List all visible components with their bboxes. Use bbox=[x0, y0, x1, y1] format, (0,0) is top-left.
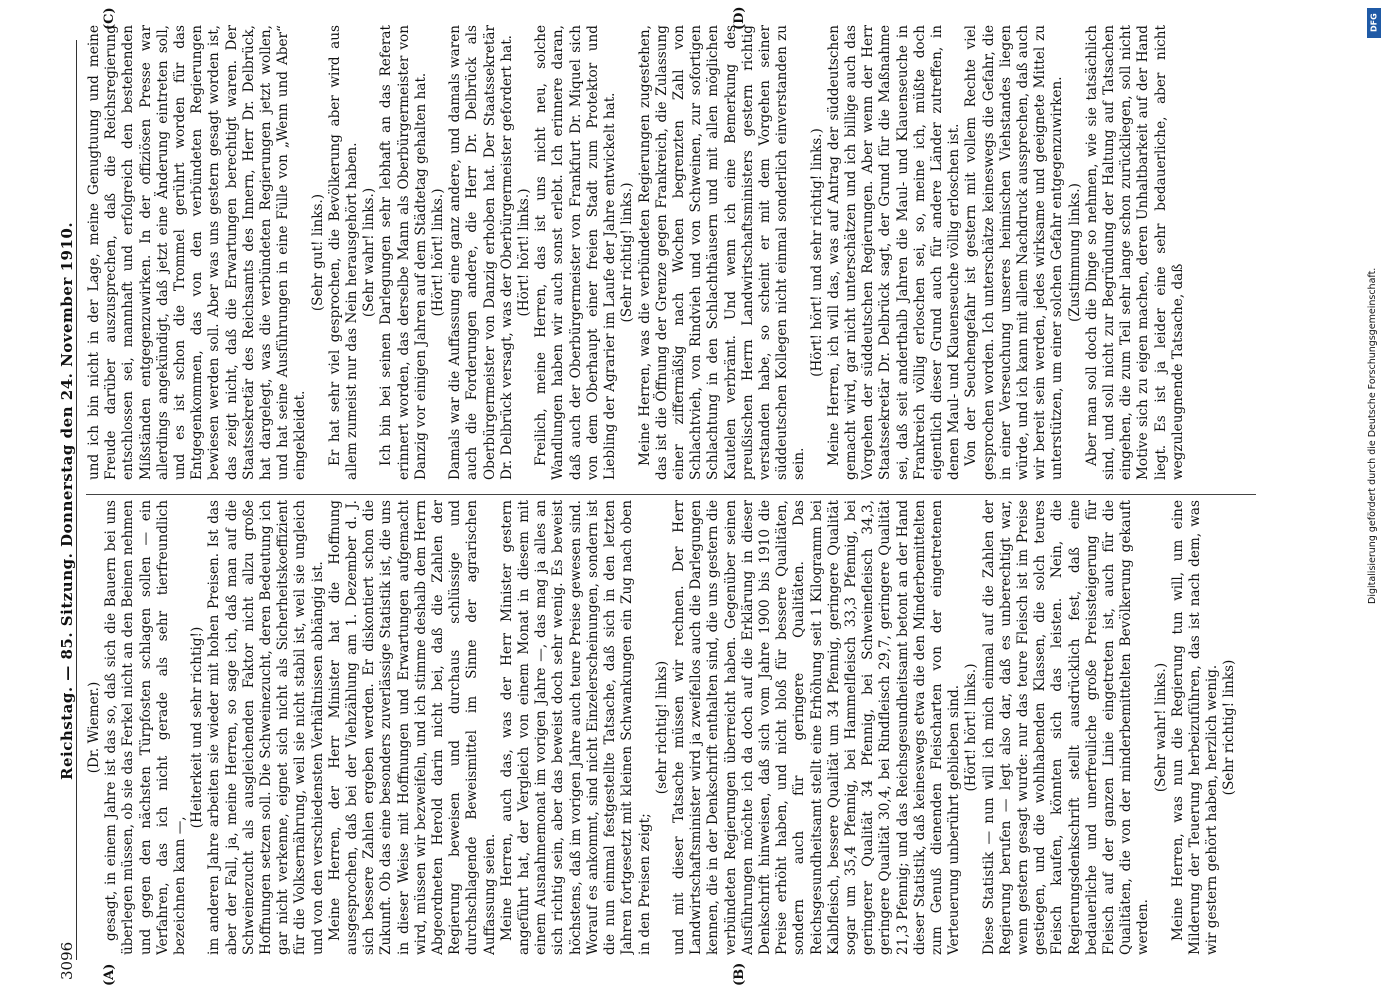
margin-marker-c: (C) bbox=[102, 7, 117, 30]
interjection: (Hört! hört! und sehr richtig! links.) bbox=[808, 128, 825, 377]
paragraph: im anderen Jahre arbeiten sie wieder mit hohen Preisen. Ist das aber der Fall, ja, meine Herren, so sage ich, daß man auf die Schweinezucht als ausgleichenden Faktor nicht allzu große Hoffnungen setzen soll. Die Schweinezucht, deren Bedeutung ich gar nicht verkenne, eignet sich nicht als Sicherheitskoeffizient für die Volksernährung, weil sie nicht stabil ist, weil sie ungleich und von den verschiedensten Verhältnissen abhängig ist. bbox=[206, 500, 326, 955]
margin-marker-b: (B) bbox=[732, 962, 747, 986]
margin-marker-d: (D) bbox=[732, 6, 747, 30]
page-number: 3096 bbox=[58, 941, 76, 980]
interjection: (Hört! hört! links.) bbox=[516, 188, 533, 317]
digitization-credit: Digitalisierung gefördert durch die Deutsche Forschungsgemeinschaft. bbox=[1367, 267, 1378, 604]
paragraph: und ich bin nicht in der Lage, meine Genugtuung und meine Freude darüber auszusprechen, daß die Reichsregierung entschlossen sei, mannhaft und erfolgreich den bestehenden Mißständen entgegenzuwirken. In der offiziösen Presse war allerdings angekündigt, daß jetzt eine Änderung eintreten soll, und es ist schon die Trommel gerührt worden für das Entgegenkommen, das von den verbündeten Regierungen bewiesen werden soll. Aber was uns gestern gesagt worden ist, das zeigt nicht, daß die Erwartungen berechtigt waren. Der Staatssekretär des Reichsamts des Innern, Herr Dr. Delbrück, hat dargelegt, was die verbündeten Regierungen jetzt wollen, und hat seine Ausführungen in eine Fülle von „Wenn und Aber“ eingekleidet. bbox=[86, 25, 309, 480]
rotated-page bbox=[40, 0, 1340, 1000]
margin-marker-a: (A) bbox=[102, 963, 117, 986]
interjection: (Sehr gut! links.) bbox=[309, 193, 326, 312]
paragraph: Er hat sehr viel gesprochen, die Bevölkerung aber wird aus allem zumeist nur das Nein herausgehört haben. bbox=[326, 25, 361, 480]
paragraph: Damals war die Auffassung eine ganz andere, und damals waren auch die Forderungen andere, die Herr Dr. Delbrück als Oberbürgermeister von Danzig erhoben hat. Der Staatssekretär Dr. Delbrück versagt, was der Oberbürgermeister gefordert hat. bbox=[447, 25, 515, 480]
paragraph: Meine Herren, was die verbündeten Regierungen zugestehen, das ist die Öffnung der Grenze gegen Frankreich, die Zulassung einer ziffermäßig nach Wochen begrenzten Zahl von Schlachtvieh, von Rindvieh und von Schweinen, zur sofortigen Schlachtung in den Schlachthäusern und mit allen möglichen Kautelen verbrämt. Und wenn ich eine Bemerkung des preußischen Herrn Landwirtschaftsministers gestern richtig verstanden habe, so scheint er mit dem Vorgehen seiner süddeutschen Kollegen nicht einmal sonderlich einverstanden zu sein. bbox=[636, 25, 808, 480]
column-divider bbox=[86, 494, 1256, 495]
right-column bbox=[86, 25, 1266, 480]
interjection: (Hört! hört! links.) bbox=[430, 188, 447, 317]
interjection: (Sehr wahr! links.) bbox=[1152, 662, 1169, 793]
header-rule bbox=[76, 40, 77, 960]
interjection: (sehr richtig! links) bbox=[653, 660, 670, 795]
paragraph: Meine Herren, auch das, was der Herr Minister gestern angeführt hat, der Vergleich von einem Monat in diesem mit einem Ausnahmemonat im vorigen Jahre —, das mag ja alles an sich richtig sein, aber das beweist doch sehr wenig. Es beweist höchstens, daß im vorigen Jahre auch teure Preise gewesen sind. Worauf es ankommt, sind nicht Einzelerscheinungen, sondern ist die nun einmal festgestellte Tatsache, daß sich in den letzten Jahren fortgesetzt mit kleinen Schwankungen ein Zug nach oben in den Preisen zeigt; bbox=[498, 500, 653, 955]
paragraph: Diese Statistik — nun will ich mich einmal auf die Zahlen der Regierung berufen — legt also dar, daß es unberechtigt war, wenn gestern gesagt wurde: nur das teure Fleisch ist im Preise gestiegen, und die wohlhabenden Klassen, die solch teures Fleisch kaufen, könnten sich das leisten. Nein, die Regierungsdenkschrift stellt ausdrücklich fest, daß eine bedauerliche und unerfreuliche große Preissteigerung für Fleisch auf der ganzen Linie eingetreten ist, auch für die Qualitäten, die von der minderbemittelten Bevölkerung gekauft werden. bbox=[980, 500, 1152, 955]
paragraph: Meine Herren, der Herr Minister hat die Hoffnung ausgesprochen, daß bei der Viehzählung am 1. Dezember d. J. sich bessere Zahlen ergeben werden. Er diskontiert schon die Zukunft. Ob das eine besonders zuverlässige Statistik ist, die uns in dieser Weise mit Hoffnungen und Erwartungen aufgemacht wird, müssen wir bezweifeln, und ich stimme deshalb dem Herrn Abgeordneten Herold darin nicht bei, daß die Zahlen der Regierung beweisen und durchaus schlüssige und durchschlagende Beweismittel im Sinne der agrarischen Auffassung seien. bbox=[326, 500, 498, 955]
paragraph: Ich bin bei seinen Darlegungen sehr lebhaft an das Referat erinnert worden, das derselbe Mann als Oberbürgermeister von Danzig vor einigen Jahren auf dem Städtetag gehalten hat. bbox=[378, 25, 429, 480]
paragraph: und mit dieser Tatsache müssen wir rechnen. Der Herr Landwirtschaftsminister wird ja zweifellos auch die Darlegungen kennen, die in der Denkschrift enthalten sind, die uns gestern die verbündeten Regierungen überreicht haben. Gegenüber seinen Ausführungen möchte ich da doch auf die Erklärung in dieser Denkschrift hinweisen, daß sich vom Jahre 1900 bis 1910 die Preise erhöht haben, und nicht bloß für bessere Qualitäten, sondern auch für geringere Qualitäten. Das Reichsgesundheitsamt stellt eine Erhöhung seit 1 Kilogramm bei Kalbfleisch, bessere Qualität um 34 Pfennig, geringere Qualität sogar um 35,4 Pfennig, bei Hammelfleisch 33,3 Pfennig, bei geringerer Qualität 34 Pfennig, bei Schweinefleisch 34,3, geringere Qualität 30,4, bei Rindfleisch 29,7, geringere Qualität 21,3 Pfennig; und das Reichsgesundheitsamt betont an der Hand dieser Statistik, daß keineswegs etwa die den Minderbemittelten zum Genuß dienenden Fleischarten von der eingetretenen Verteuerung unberührt geblieben sind. bbox=[670, 500, 963, 955]
left-column bbox=[86, 500, 1266, 955]
paragraph: Freilich, meine Herren, das ist uns nicht neu, solche Wandlungen haben wir auch sonst erlebt. Ich erinnere daran, daß auch der Oberbürgermeister von Frankfurt Dr. Miquel sich von dem Oberhaupt einer freien Stadt zum Protektor und Liebling der Agrarier im Laufe der Jahre entwickelt hat. bbox=[533, 25, 619, 480]
paragraph: Meine Herren, was nun die Regierung tun will, um eine Milderung der Teuerung herbeizuführen, das ist nach dem, was wir gestern gehört haben, herzlich wenig. bbox=[1169, 500, 1221, 955]
interjection: (Zustimmung links.) bbox=[1066, 183, 1083, 322]
interjection: (Sehr richtig! links.) bbox=[619, 182, 636, 323]
paragraph: gesagt, in einem Jahre ist das so, daß sich die Bauern bei uns überlegen müssen, ob sie das Ferkel nicht an den Beinen nehmen und gegen den nächsten Türpfosten schlagen sollen — ein Verfahren, das ich nicht gerade als sehr tierfreundlich bezeichnen kann —, bbox=[103, 500, 189, 955]
dfg-logo: DFG bbox=[1367, 8, 1381, 38]
paragraph: Meine Herren, ich will das, was auf Antrag der süddeutschen gemacht wird, gar nicht unterschätzen und ich billige auch das Vorgehen der süddeutschen Regierungen. Aber wenn der Herr Staatssekretär Dr. Delbrück sagt, der Grund für die Maßnahme sei, daß seit anderthalb Jahren die Maul- und Klauenseuche in Frankreich völlig erloschen sei, so, meine ich, müßte doch eigentlich dieser Grund auch für andere Länder zutreffen, in denen Maul- und Klauenseuche völlig erloschen ist. bbox=[825, 25, 963, 480]
running-title: Reichstag. — 85. Sitzung. Donnerstag den 24. November 1910. bbox=[58, 221, 76, 780]
page-header bbox=[48, 0, 88, 1000]
interjection: (Sehr wahr! links.) bbox=[361, 187, 378, 318]
interjection: (Hört! hört! links.) bbox=[963, 663, 980, 792]
paragraph: Von der Seuchengefahr ist gestern mit vollem Rechte viel gesprochen worden. Ich unterschätze keineswegs die Gefahr, die in einer Verseuchung unseres heimischen Viehstandes liegen würde, und ich kann mit allem Nachdruck aussprechen, daß auch wir bereit sein werden, jedes wirksame und geeignete Mittel zu unterstützen, um einer solchen Gefahr entgegenzuwirken. bbox=[963, 25, 1066, 480]
paragraph: Aber man soll doch die Dinge so nehmen, wie sie tatsächlich sind, und soll nicht zur Begründung der Haltung auf Tatsachen eingehen, die zum Teil sehr lange schon zurückliegen, soll nicht Motive sich zu eigen machen, deren Unhaltbarkeit auf der Hand liegt. Es ist ja leider eine sehr bedauerliche, aber nicht wegzuleugnende Tatsache, daß bbox=[1083, 25, 1186, 480]
interjection: (Heiterkeit und sehr richtig!) bbox=[189, 626, 206, 829]
speaker-tag: (Dr. Wiemer.) bbox=[86, 681, 102, 774]
interjection: (Sehr richtig! links) bbox=[1221, 659, 1238, 796]
